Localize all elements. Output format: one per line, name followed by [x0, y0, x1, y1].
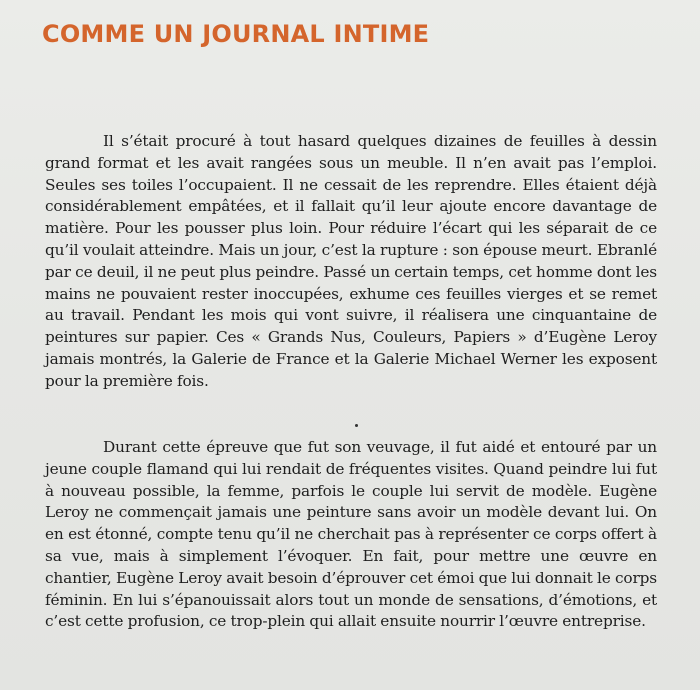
paragraph-2: Durant cette épreuve que fut son veuvage, il fut aidé et entouré par un jeune couple flamand qui lui rendait de fréquentes visites. Quand peindre lui fut à nouveau possible, la femme, parfois le couple lui servit de modèle. Eugène Leroy ne commençait jamais une peinture sans avoir un modèle devant lui. On en est étonné, compte tenu qu’il ne cherchait pas à représenter ce corps offert à sa vue, mais à simplement l’évoquer. En fait, pour mettre une œuvre en chantier, Eugène Leroy avait besoin d’éprouver cet émoi que lui donnait le corps féminin. En lui s’épanouissait alors tout un monde de sensations, d’émotions, et c’est cette profusion, ce trop-plein qui allait ensuite nourrir l’œuvre entreprise.: [45, 438, 657, 631]
separator-dot: [355, 424, 358, 427]
page-title: COMME UN JOURNAL INTIME: [42, 20, 430, 48]
paragraph-1: Il s’était procuré à tout hasard quelques dizaines de feuilles à dessin grand format et les avait rangées sous un meuble. Il n’en avait pas l’emploi. Seules ses toiles l’occupaient. Il ne cessait de les reprendre. Elles étaient déjà considérablement empâtées, et il fallait qu’il leur ajoute encore davantage de matière. Pour les pousser plus loin. Pour réduire l’écart qui les séparait de ce qu’il voulait atteindre. Mais un jour, c’est la rupture : son épouse meurt. Ebranlé par ce deuil, il ne peut plus peindre. Passé un certain temps, cet homme dont les mains ne pouvaient rester inoccupées, exhume ces feuilles vierges et se remet au travail. Pendant les mois qui vont suivre, il réalisera une cinquantaine de peintures sur papier. Ces « Grands Nus, Couleurs, Papiers » d’Eugène Leroy jamais montrés, la Galerie de France et la Galerie Michael Werner les exposent pour la première fois.: [45, 132, 657, 390]
